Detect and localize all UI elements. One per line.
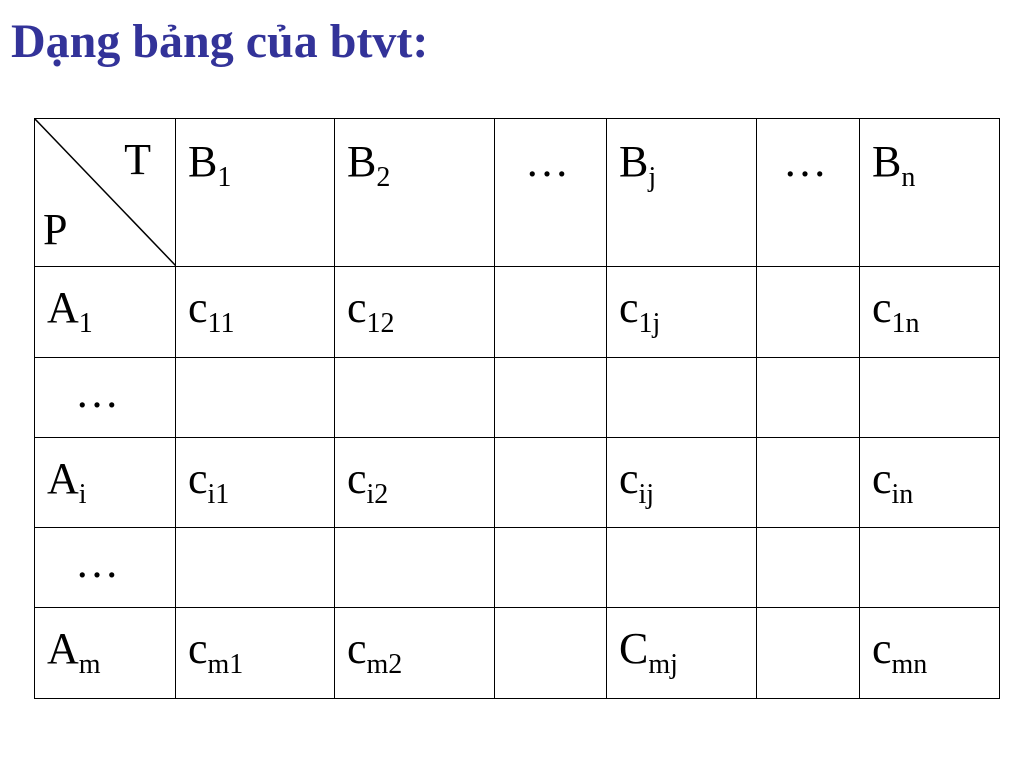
table-cell: [176, 358, 335, 438]
header-cell: $B_2$: [335, 119, 495, 267]
table-cell: [607, 358, 757, 438]
slide-title: Dạng bảng của btvt:: [11, 15, 429, 68]
transport-table: [34, 118, 1000, 699]
row-label: $A_1$: [35, 267, 176, 358]
table-cell: $c_{m1}$: [176, 608, 335, 699]
table-row: [35, 528, 1000, 608]
row-label: …: [35, 358, 176, 438]
header-cell: $B_j$: [607, 119, 757, 267]
table-row: [35, 438, 1000, 528]
header-cell: …: [757, 119, 860, 267]
table-row: [35, 267, 1000, 358]
table-cell: $c_{12}$: [335, 267, 495, 358]
table-cell: [495, 608, 607, 699]
row-label: $A_i$: [35, 438, 176, 528]
table-row: [35, 358, 1000, 438]
table-cell: [757, 358, 860, 438]
table-cell: [335, 358, 495, 438]
table-cell: $c_{1j}$: [607, 267, 757, 358]
table-cell: [860, 358, 1000, 438]
table-cell: [495, 438, 607, 528]
header-cell: $B_1$: [176, 119, 335, 267]
corner-top-label: T: [124, 135, 151, 184]
row-label: …: [35, 528, 176, 608]
table-cell: [495, 528, 607, 608]
table-cell: [495, 358, 607, 438]
table-cell: $c_{m2}$: [335, 608, 495, 699]
table-cell: [860, 528, 1000, 608]
table-cell: $C_{mj}$: [607, 608, 757, 699]
row-label: $A_m$: [35, 608, 176, 699]
table-cell: $c_{ij}$: [607, 438, 757, 528]
table-cell: $c_{11}$: [176, 267, 335, 358]
header-cell: $B_n$: [860, 119, 1000, 267]
table-cell: $c_{mn}$: [860, 608, 1000, 699]
header-cell: …: [495, 119, 607, 267]
table-cell: $c_{in}$: [860, 438, 1000, 528]
table-cell: [757, 438, 860, 528]
table-cell: [335, 528, 495, 608]
table-cell: $c_{i1}$: [176, 438, 335, 528]
table-cell: [176, 528, 335, 608]
table-row: [35, 608, 1000, 699]
table-cell: [757, 608, 860, 699]
table-cell: $c_{1n}$: [860, 267, 1000, 358]
table-cell: [757, 528, 860, 608]
table-cell: $c_{i2}$: [335, 438, 495, 528]
table-cell: [757, 267, 860, 358]
corner-cell: [35, 119, 176, 267]
header-row: [35, 119, 1000, 267]
corner-bottom-label: P: [43, 205, 68, 254]
table-cell: [495, 267, 607, 358]
table-cell: [607, 528, 757, 608]
